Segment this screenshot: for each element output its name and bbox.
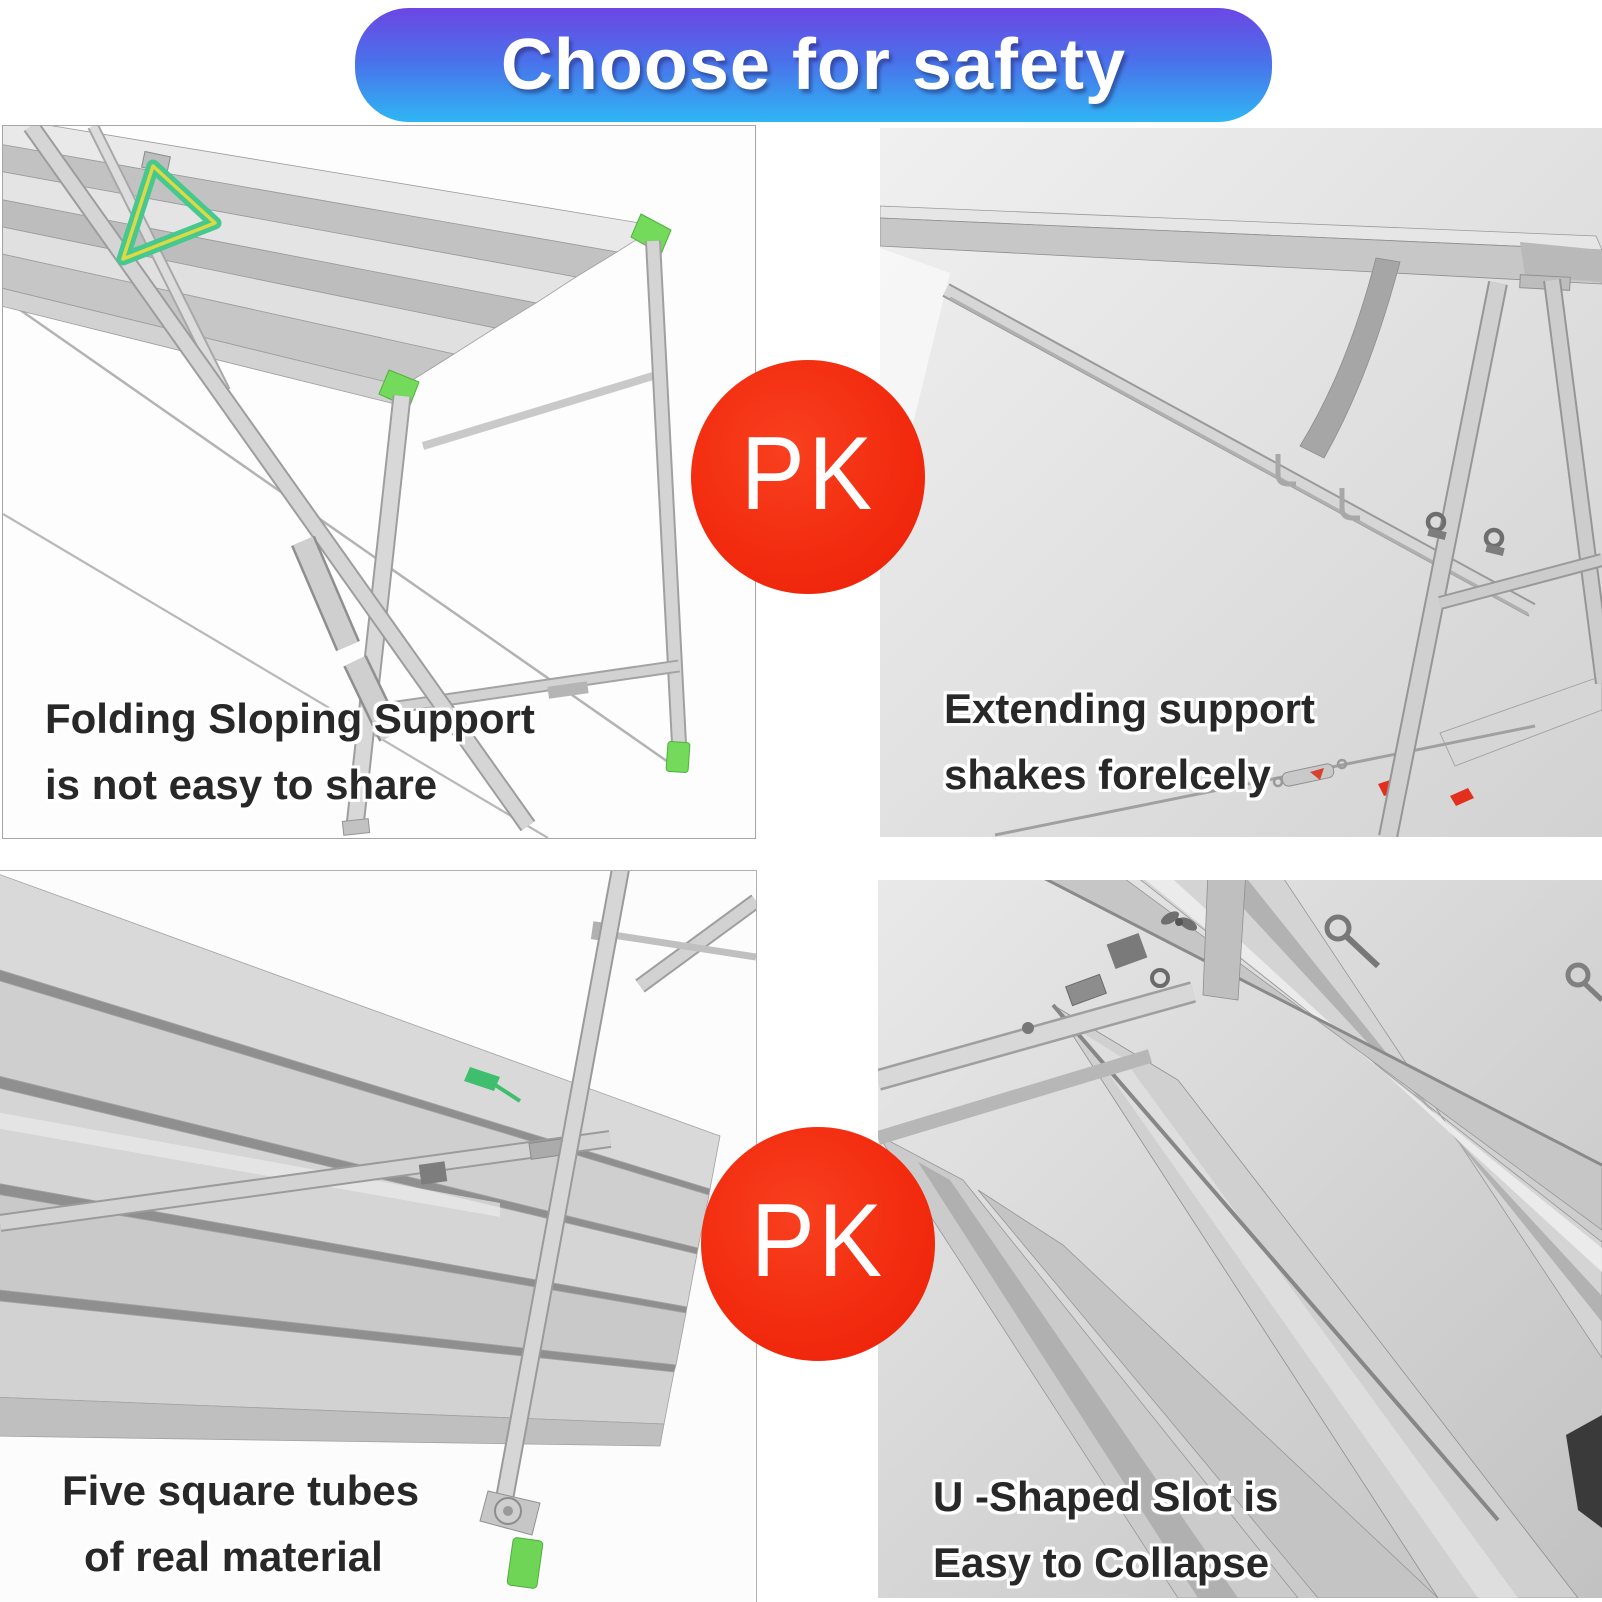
caption-line: shakes forelcely	[944, 751, 1271, 798]
banner-title: Choose for safety	[500, 25, 1127, 105]
caption-line: of real material	[84, 1533, 383, 1580]
caption-line: Folding Sloping Support	[45, 695, 535, 742]
caption-line: Easy to Collapse	[933, 1539, 1270, 1586]
pk-versus-badge-bottom	[701, 1127, 935, 1361]
caption-line: U -Shaped Slot is	[933, 1473, 1279, 1520]
pk-label: PK	[750, 1182, 886, 1299]
caption-line: is not easy to share	[45, 761, 438, 808]
caption-extending-support	[944, 676, 1315, 808]
pk-versus-badge-top	[691, 360, 925, 594]
caption-u-shaped-slot	[933, 1464, 1278, 1596]
caption-folding-sloping-support	[45, 686, 535, 818]
title-banner	[355, 8, 1272, 122]
pk-label: PK	[740, 415, 876, 532]
caption-five-square-tubes	[62, 1458, 419, 1590]
caption-line: Extending support	[944, 685, 1315, 732]
caption-line: Five square tubes	[62, 1467, 420, 1514]
